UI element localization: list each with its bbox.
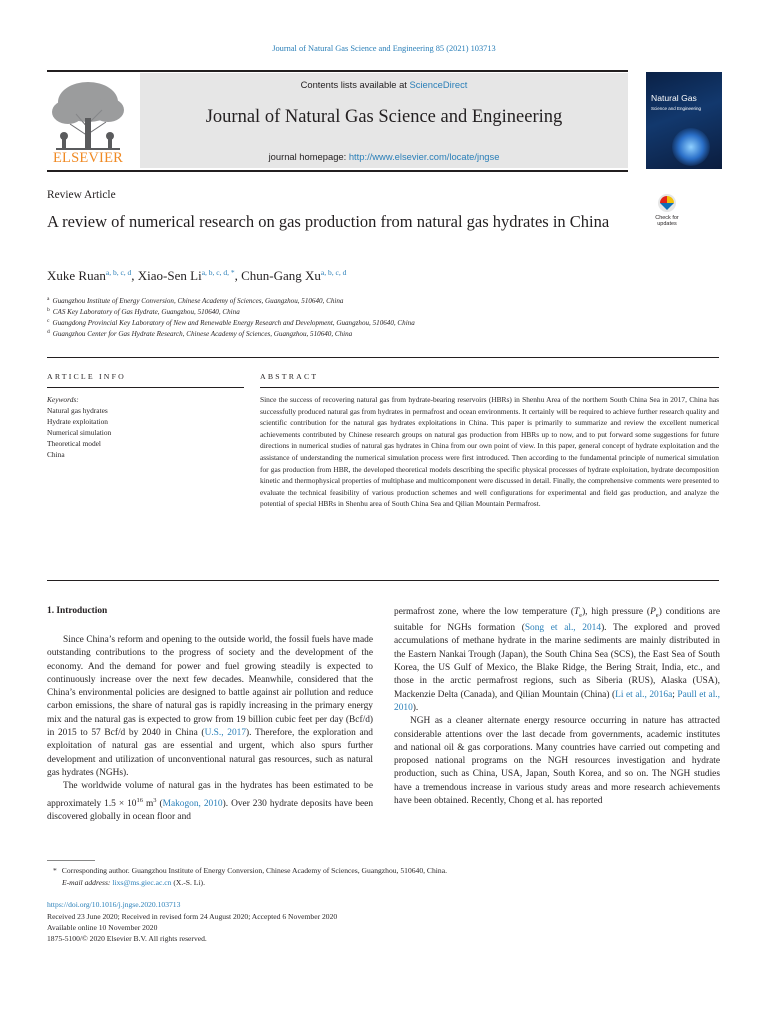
author-list bbox=[47, 268, 346, 284]
text-run: ), high pressure ( bbox=[582, 607, 651, 617]
affiliation-text: Guangdong Provincial Key Laboratory of New and Renewable Energy Research and Development, Guangzhou, 510640, China bbox=[52, 319, 415, 327]
subscript: e bbox=[579, 611, 583, 619]
body-left-column bbox=[47, 634, 373, 824]
affiliation-item bbox=[47, 307, 240, 316]
banner-bottom-rule bbox=[47, 170, 628, 172]
affiliation-key: a bbox=[47, 296, 50, 302]
text-run: ). Therefore, the exploration and exploitation of natural gas are essential and urgent, which also spurs further development and utilization of unconventional natural gas resources, such as natural gas hydrates (NGHs). bbox=[47, 728, 373, 778]
affiliation-item bbox=[47, 329, 352, 338]
text-run: ). bbox=[412, 702, 419, 713]
affiliation-item bbox=[47, 318, 415, 327]
received-dates: Received 23 June 2020; Received in revised form 24 August 2020; Accepted 6 November 2020 bbox=[47, 912, 338, 921]
abstract-text: Since the success of recovering natural gas from hydrate-bearing reservoirs (HBRs) in Shenhu Area of the northern South China Sea in 2017, China has successfully produced natural gas from hydrates in permafrost and ocean environments. It certainly will be required to achieve further research quality and scientific contribution for the natural gas hydrates exploitations in China. This paper is primarily to summarize and review the excellent numerical achievements contributed by Chinese research groups on natural gas production from HBRs up to now, and to put forward some suggestions for future directions in numerical studies of natural gas hydrates in China from our own point of view. In this paper, general concept of hydrate exploitation and the assistance of understanding the numerical simulation process were first introduced. Then according to the fundamental principle of numerical simulation for gas production from HBR, the developed theoretical models describing the specific physical processes of hydrate exploitation, hydrate decomposition kinetic and thermophysical properties of multiphase and multicomponent were discussed in detail. Finally, the comprehensive comments were presented to evaluate the technical feasibility of various production schemes and well configurations for experimental and field gas production, and analyze the potential of special HBRs in Shenhu area of South China Sea and Qilian Mountain Permafrost. bbox=[260, 395, 719, 509]
contents-prefix: Contents lists available at bbox=[300, 79, 410, 90]
author-name[interactable]: Chun-Gang Xu bbox=[241, 268, 321, 283]
author-separator: , bbox=[234, 268, 242, 283]
body-right-column bbox=[394, 606, 720, 808]
homepage-line bbox=[140, 151, 628, 162]
email-line bbox=[62, 878, 205, 887]
affiliation-key: c bbox=[47, 318, 50, 324]
keyword-item: Natural gas hydrates bbox=[47, 406, 108, 415]
citation-link[interactable]: Paull et al., 2010 bbox=[394, 689, 720, 713]
article-info-rule bbox=[47, 387, 244, 388]
text-run: ) conditions are suitable for NGHs formation ( bbox=[394, 607, 720, 634]
available-online: Available online 10 November 2020 bbox=[47, 923, 158, 932]
affiliation-text: CAS Key Laboratory of Gas Hydrate, Guangzhou, 510640, China bbox=[52, 308, 240, 316]
text-run: ( bbox=[156, 798, 163, 809]
abstract-heading: ABSTRACT bbox=[260, 372, 319, 381]
text-run: ; bbox=[672, 689, 678, 700]
affiliation-key: d bbox=[47, 329, 50, 335]
affiliation-text: Guangzhou Center for Gas Hydrate Research, Chinese Academy of Sciences, Guangzhou, 510640, China bbox=[52, 330, 353, 338]
symbol: P bbox=[650, 607, 656, 617]
article-title: A review of numerical research on gas production from natural gas hydrates in China bbox=[47, 212, 610, 231]
keyword-item: Theoretical model bbox=[47, 439, 101, 448]
email-link[interactable]: lixs@ms.giec.ac.cn bbox=[112, 878, 172, 887]
email-label: E-mail address: bbox=[62, 878, 111, 887]
affiliations-divider bbox=[47, 357, 719, 358]
abstract-rule bbox=[260, 387, 719, 388]
author-affiliation-marks[interactable]: a, b, c, d, * bbox=[201, 268, 235, 277]
badge-line2: updates bbox=[657, 221, 677, 227]
citation-link[interactable]: Li et al., 2016a bbox=[615, 689, 673, 700]
body-paragraph: NGH as a cleaner alternate energy resource occurring in nature has attracted considerable attentions over the last decade from governments, academic institutes and national oil & gas corporations. Many countries have carried out competing and proposed national programs on the NGH resources investigation and hydrate production, such as China, USA, Japan, South Korea, and so on. The NGH studies have a tremendous increase in various study areas and more research achievements have been obtained. Recently, Chong et al. has reported bbox=[394, 716, 720, 807]
badge-line1: Check for bbox=[655, 215, 679, 221]
citation-link[interactable]: Makogon, 2010 bbox=[162, 798, 223, 809]
cover-title-line2: Science and Engineering bbox=[651, 106, 702, 111]
homepage-prefix: journal homepage: bbox=[268, 151, 349, 162]
author-separator: , bbox=[131, 268, 138, 283]
footnote-rule bbox=[47, 860, 95, 861]
elsevier-tree-logo-icon bbox=[48, 78, 128, 152]
exponent: 16 bbox=[136, 796, 143, 804]
copyright-line: 1875-5100/© 2020 Elsevier B.V. All rights reserved. bbox=[47, 934, 207, 943]
symbol: T bbox=[573, 607, 580, 617]
author-name[interactable]: Xuke Ruan bbox=[47, 268, 106, 283]
keyword-item: Hydrate exploitation bbox=[47, 417, 108, 426]
check-for-updates-icon[interactable] bbox=[648, 191, 686, 229]
author-affiliation-marks[interactable]: a, b, c, d bbox=[105, 268, 132, 277]
abstract-divider bbox=[47, 580, 719, 581]
doi-link[interactable]: https://doi.org/10.1016/j.jngse.2020.103713 bbox=[47, 900, 181, 909]
corresponding-marker: * bbox=[53, 866, 57, 875]
author-affiliation-marks[interactable]: a, b, c, d bbox=[320, 268, 347, 277]
author-name[interactable]: Xiao-Sen Li bbox=[137, 268, 202, 283]
text-run: permafrost zone, where the low temperature ( bbox=[394, 607, 574, 617]
affiliation-key: b bbox=[47, 307, 50, 313]
section-heading-introduction: 1. Introduction bbox=[47, 606, 108, 616]
homepage-link[interactable]: http://www.elsevier.com/locate/jngse bbox=[348, 151, 500, 162]
body-paragraph bbox=[394, 606, 720, 715]
text-run: The worldwide volume of natural gas in the hydrates has been estimated to be approximately 1.5 × 10 bbox=[47, 781, 373, 809]
sciencedirect-link[interactable]: ScienceDirect bbox=[409, 79, 468, 90]
email-suffix: (X.-S. Li). bbox=[171, 878, 205, 887]
cover-title-line1: Natural Gas bbox=[651, 93, 697, 103]
elsevier-wordmark: ELSEVIER bbox=[52, 150, 124, 166]
cover-flame-graphic bbox=[672, 128, 710, 166]
article-type: Review Article bbox=[47, 189, 116, 201]
article-info-heading: ARTICLE INFO bbox=[47, 372, 126, 381]
affiliation-text: Guangzhou Institute of Energy Conversion, Chinese Academy of Sciences, Guangzhou, 510640, China bbox=[52, 297, 344, 305]
keywords-label: Keywords: bbox=[47, 395, 79, 404]
journal-cover-thumbnail[interactable] bbox=[646, 72, 722, 169]
keyword-item: Numerical simulation bbox=[47, 428, 112, 437]
citation-link[interactable]: Song et al., 2014 bbox=[524, 623, 602, 634]
text-run: m bbox=[142, 798, 154, 809]
body-paragraph bbox=[47, 780, 373, 824]
exponent: 3 bbox=[153, 796, 157, 804]
corresponding-text: Corresponding author. Guangzhou Institute of Energy Conversion, Chinese Academy of Sciences, Guangzhou, 510640, China. bbox=[61, 866, 447, 875]
citation-link[interactable]: U.S., 2017 bbox=[204, 728, 247, 739]
body-paragraph bbox=[47, 634, 373, 780]
text-run: Since China’s reform and opening to the outside world, the fossil fuels have made outstanding contributions to the progress of society and the development of the economy. And the demand for power and fuel growing steadily is expected to continuously increase over the next few decades. Meanwhile, considered that the China’s environmental policies are designed to battle against air pollution and reduce carbon emissions, the share of natural gas is rapidly increasing in the primary energy mix and the natural gas is expected to grow from 19 billion cubic feet per day (Bcf/d) in 2015 to 57 Bcf/d by 2040 in China ( bbox=[47, 635, 373, 739]
banner-top-rule bbox=[47, 70, 628, 72]
text-run: ). The explored and proved accumulations of methane hydrate in the marine sediments are mainly distributed in the Eastern Nankai Trough (Japan), the South China Sea (SCS), the East Sea of South Korea, the US Gulf of Mexico, the Blake Ridge, the Bering Strait, India, etc., and those in the arctic permafrost regions, such as Siberia (RUS), Alaska (USA), Mackenzie Delta (Canada), and Qilian Mountain (China) ( bbox=[394, 623, 720, 700]
journal-title: Journal of Natural Gas Science and Engineering bbox=[205, 107, 563, 127]
cover-title bbox=[651, 94, 701, 113]
keyword-item: China bbox=[47, 450, 65, 459]
text-run: ). Over 230 hydrate deposits have been discovered globally in ocean floor and bbox=[47, 798, 374, 822]
corresponding-author-note bbox=[53, 866, 447, 875]
contents-line bbox=[140, 79, 628, 90]
subscript: e bbox=[655, 611, 659, 619]
journal-reference-link[interactable]: Journal of Natural Gas Science and Engineering 85 (2021) 103713 bbox=[272, 44, 496, 53]
affiliation-item bbox=[47, 296, 343, 305]
